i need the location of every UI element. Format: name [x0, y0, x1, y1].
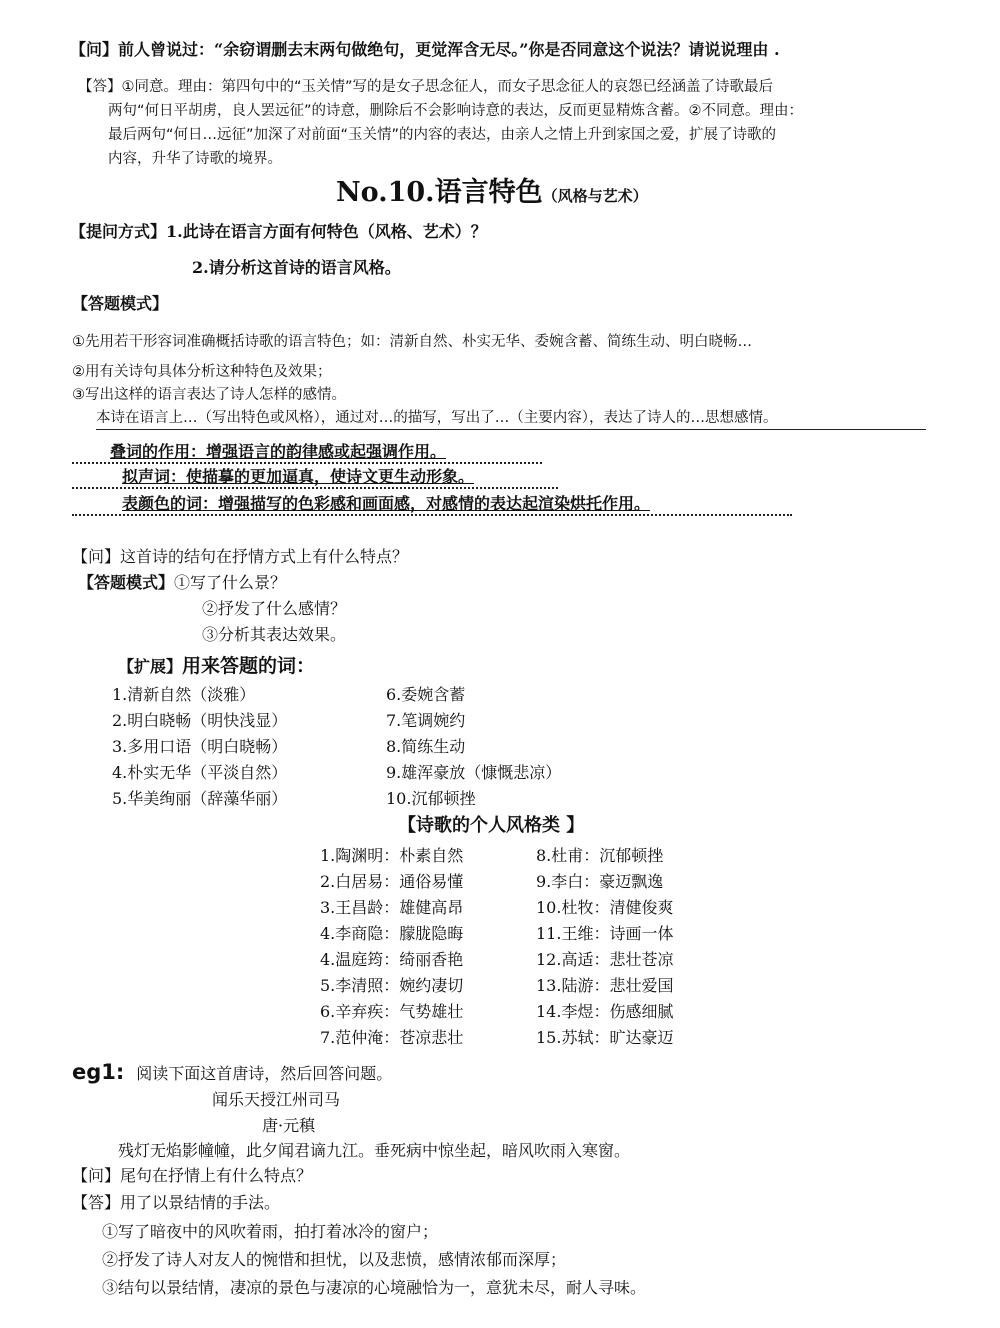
- poet-style-item: 12.高适：悲壮苍凉: [536, 950, 674, 969]
- example-answer-2: ②抒发了诗人对友人的惋惜和担忧，以及悲愤，感情浓郁而深厚；: [102, 1250, 567, 1269]
- section-number: No.10.: [336, 177, 435, 208]
- ending-template-label: 【答题模式】: [78, 573, 175, 592]
- poem-title: 闻乐天授江州司马: [212, 1090, 341, 1109]
- poet-style-item: 8.杜甫：沉郁顿挫: [536, 846, 664, 865]
- poet-style-item: 9.李白：豪迈飘逸: [536, 872, 664, 891]
- section-title: [336, 170, 648, 209]
- styles-heading: 【诗歌的个人风格类 】: [398, 815, 585, 836]
- section-name: 语言特色: [434, 177, 543, 208]
- section-subtitle: （风格与艺术）: [542, 187, 648, 205]
- ending-step-2: ②抒发了什么感情？: [202, 599, 347, 618]
- example-question: 【问】尾句在抒情上有什么特点？: [72, 1166, 313, 1185]
- ending-template-row: [78, 573, 286, 593]
- poet-style-item: 3.王昌龄：雄健高昂: [320, 898, 464, 917]
- top-answer-line-1: 【答】①同意。理由：第四句中的“玉关情”写的是女子思念征人，而女子思念征人的哀怨已经涵盖了诗歌最后: [78, 79, 774, 95]
- expand-heading-row: [118, 656, 315, 677]
- example-answer-3: ③结句以景结情，凄凉的景色与凄凉的心境融恰为一，意犹未尽，耐人寻味。: [102, 1278, 647, 1297]
- poem-author: 唐·元稹: [262, 1116, 316, 1135]
- example-answer-1: ①写了暗夜中的风吹着雨，拍打着冰冷的窗户；: [102, 1222, 439, 1241]
- expand-term: 8.简练生动: [386, 737, 466, 756]
- poet-style-item: 13.陆游：悲壮爱国: [536, 976, 674, 995]
- note-color-words-dots: [72, 514, 792, 516]
- poet-style-item: 10.杜牧：清健俊爽: [536, 898, 674, 917]
- expand-term: 1.清新自然（淡雅）: [112, 685, 256, 704]
- poet-style-item: 11.王维：诗画一体: [536, 924, 674, 943]
- ending-step-3: ③分析其表达效果。: [202, 625, 347, 644]
- asking-q2: 2.请分析这首诗的语言风格。: [192, 258, 401, 277]
- poet-style-item: 6.辛弃疾：气势雄壮: [320, 1002, 464, 1021]
- poet-style-item: 2.白居易：通俗易懂: [320, 872, 464, 891]
- note-onomatopoeia-dots: [72, 487, 558, 489]
- expand-term: 2.明白晓畅（明快浅显）: [112, 711, 288, 730]
- top-answer-line-2: 两句“何日平胡虏，良人罢远征”的诗意，删除后不会影响诗意的表达，反而更显精炼含蓄。②不同意。理由：: [108, 103, 804, 119]
- template-formula: 本诗在语言上…（写出特色或风格），通过对…的描写，写出了…（主要内容），表达了诗人的…思想感情。: [96, 410, 778, 426]
- poet-style-item: 4.温庭筠：绮丽香艳: [320, 950, 464, 969]
- poet-style-item: 15.苏轼：旷达豪迈: [536, 1028, 674, 1047]
- template-step-1: ①先用若干形容词准确概括诗歌的语言特色；如：清新自然、朴实无华、委婉含蓄、简练生动、明白晓畅…: [72, 334, 752, 350]
- template-step-2: ②用有关诗句具体分析这种特色及效果；: [72, 364, 332, 380]
- poet-style-item: 14.李煜：伤感细腻: [536, 1002, 674, 1021]
- expand-heading: 用来答题的词：: [182, 655, 316, 677]
- poem-text: 残灯无焰影幢幢，此夕闻君谪九江。垂死病中惊坐起，暗风吹雨入寒窗。: [118, 1141, 631, 1160]
- top-answer-line-3: 最后两句“何日…远征”加深了对前面“玉关情”的内容的表达，由亲人之情上升到家国之爱，扩展了诗歌的: [108, 127, 777, 143]
- expand-term: 6.委婉含蓄: [386, 685, 466, 704]
- expand-term: 5.华美绚丽（辞藻华丽）: [112, 789, 288, 808]
- asking-label: 【提问方式】: [70, 222, 167, 241]
- expand-tag: 【扩展】: [118, 657, 183, 676]
- asking-block: [70, 222, 487, 242]
- example-answer: 【答】用了以景结情的手法。: [72, 1193, 281, 1212]
- top-answer-line-4: 内容，升华了诗歌的境界。: [108, 151, 282, 167]
- expand-term: 7.笔调婉约: [386, 711, 466, 730]
- example-intro-row: [72, 1062, 392, 1084]
- poet-style-item: 1.陶渊明：朴素自然: [320, 846, 464, 865]
- template-label: 【答题模式】: [72, 294, 169, 313]
- poet-style-item: 7.范仲淹：苍凉悲壮: [320, 1028, 464, 1047]
- note-reduplication-dots: [72, 462, 542, 464]
- poet-style-item: 4.李商隐：朦胧隐晦: [320, 924, 464, 943]
- ending-step-1: ①写了什么景？: [174, 573, 287, 592]
- expand-term: 3.多用口语（明白晓畅）: [112, 737, 288, 756]
- example-label: eg1:: [72, 1060, 125, 1084]
- asking-q1: 1.此诗在语言方面有何特色（风格、艺术）？: [166, 222, 487, 241]
- top-question: 【问】前人曾说过：“余窃谓删去末两句做绝句，更觉浑含无尽。”你是否同意这个说法？请说说理由 .: [70, 40, 780, 59]
- note-color-words: 表颜色的词：增强描写的色彩感和画面感，对感情的表达起渲染烘托作用。: [122, 494, 651, 513]
- note-onomatopoeia: 拟声词：使描摹的更加逼真，使诗文更生动形象。: [122, 467, 475, 486]
- template-step-3: ③写出这样的语言表达了诗人怎样的感情。: [72, 387, 346, 403]
- poet-style-item: 5.李清照：婉约凄切: [320, 976, 464, 995]
- example-intro: 阅读下面这首唐诗，然后回答问题。: [136, 1064, 393, 1083]
- formula-underline: [96, 429, 926, 430]
- expand-term: 9.雄浑豪放（慷慨悲凉）: [386, 763, 562, 782]
- expand-term: 10.沉郁顿挫: [386, 789, 476, 808]
- ending-question: 【问】这首诗的结句在抒情方式上有什么特点？: [72, 547, 409, 566]
- note-reduplication: 叠词的作用：增强语言的韵律感或起强调作用。: [110, 442, 447, 461]
- expand-term: 4.朴实无华（平淡自然）: [112, 763, 288, 782]
